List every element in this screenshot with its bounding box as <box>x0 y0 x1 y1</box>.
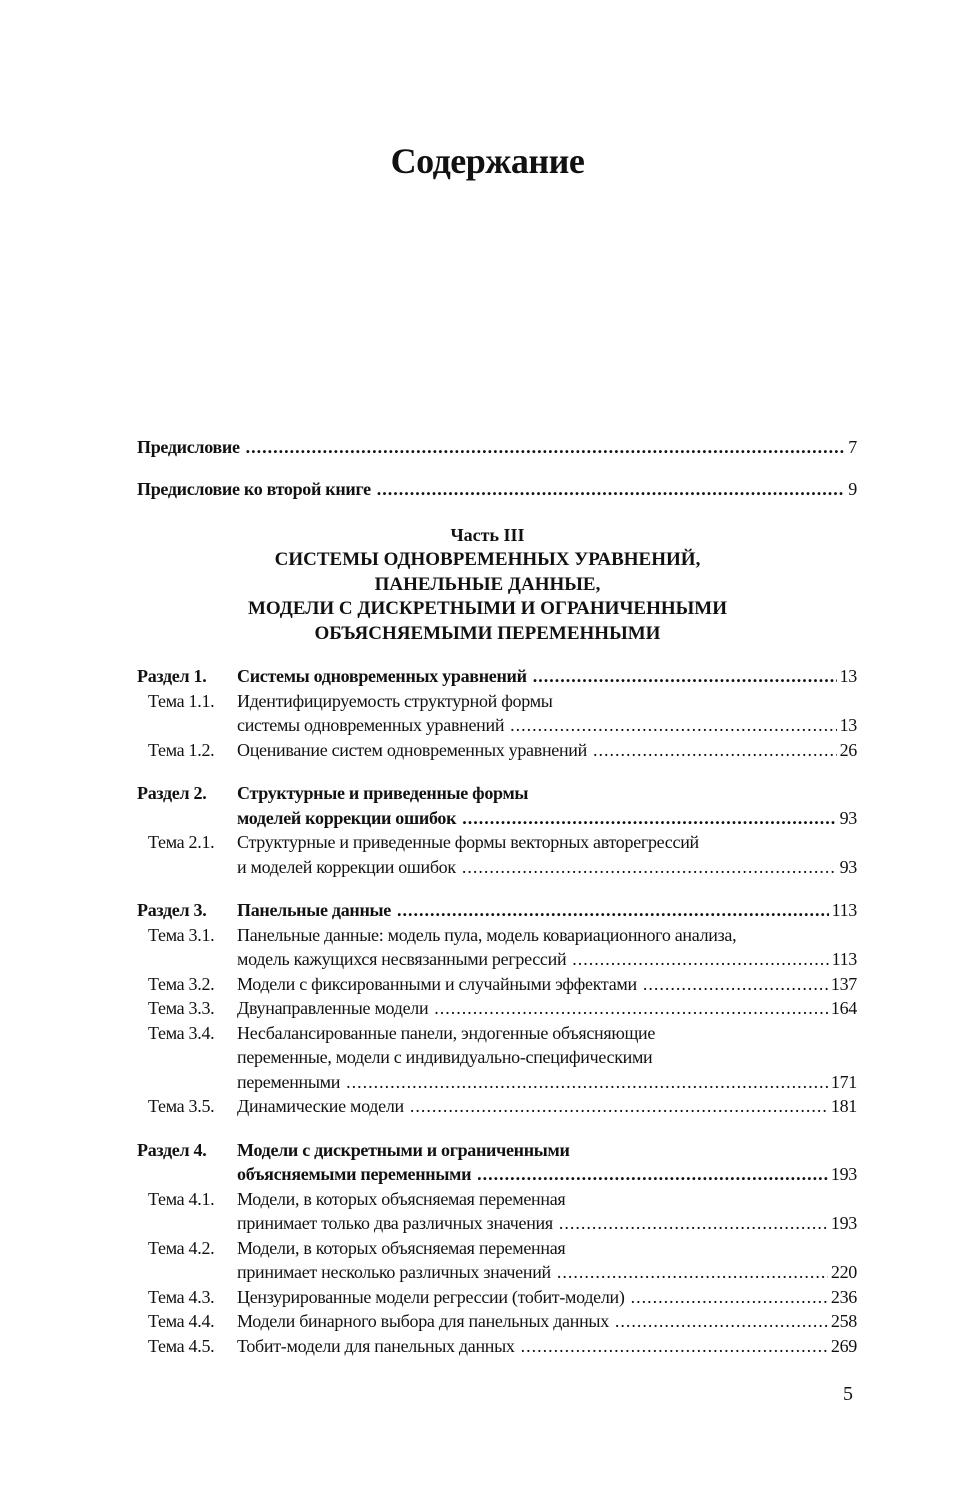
entry-page: 9 <box>848 478 857 499</box>
toc-topic[interactable] <box>137 972 857 997</box>
entry-title: Модели, в которых объясняемая переменная <box>237 1188 566 1209</box>
entry-page: 181 <box>830 1096 857 1116</box>
entry-title: Панельные данные <box>237 900 391 920</box>
toc-topic[interactable] <box>137 1021 857 1095</box>
toc-topic[interactable] <box>137 689 857 738</box>
entry-title: Системы одновременных уравнений <box>237 666 527 686</box>
toc-topic[interactable] <box>137 996 857 1021</box>
toc-line <box>137 1094 857 1119</box>
toc-section[interactable] <box>137 664 857 689</box>
entry-label: Раздел 2. <box>137 783 207 803</box>
dot-leader <box>533 664 837 689</box>
entry-title: принимает только два различных значения <box>237 1213 553 1233</box>
toc-topic[interactable] <box>137 1094 857 1119</box>
entry-page: 7 <box>848 437 857 457</box>
entry-label: Тема 1.1. <box>148 690 215 711</box>
dot-leader <box>521 1334 828 1359</box>
entry-page: 13 <box>839 715 857 735</box>
toc-line <box>137 1260 857 1285</box>
entry-page: 193 <box>830 1213 857 1233</box>
entry-page: 258 <box>830 1311 857 1331</box>
entry-title: Структурные и приведенные формы <box>237 783 529 803</box>
dot-leader <box>434 996 828 1021</box>
entry-title: Двунаправленные модели <box>237 998 429 1018</box>
entry-title: моделей коррекции ошибок <box>237 807 457 828</box>
entry-title: Модели, в которых объясняемая переменная <box>237 1237 566 1258</box>
toc-line <box>137 1070 857 1095</box>
toc-line <box>137 1309 857 1334</box>
entry-label: Раздел 4. <box>137 1139 207 1160</box>
entry-title: Структурные и приведенные формы векторных авторегрессий <box>237 832 699 852</box>
entry-label: Тема 3.5. <box>148 1096 215 1116</box>
entry-title: Модели с фиксированными и случайными эффектами <box>237 973 637 994</box>
entry-title: Панельные данные: модель пула, модель ковариационного анализа, <box>237 924 737 945</box>
entry-title: Динамические модели <box>237 1096 404 1116</box>
toc-topic[interactable] <box>137 1236 857 1285</box>
dot-leader <box>462 806 836 831</box>
dot-leader <box>615 1309 828 1334</box>
toc-line <box>137 1138 857 1163</box>
dot-leader <box>510 713 836 738</box>
entry-label: Раздел 3. <box>137 900 207 920</box>
entry-title: объясняемыми переменными <box>237 1164 472 1184</box>
toc-line <box>137 1211 857 1236</box>
entry-label: Тема 1.2. <box>148 739 215 760</box>
entry-title: Предисловие ко второй книге <box>137 478 371 499</box>
part-heading-line: МОДЕЛИ С ДИСКРЕТНЫМИ И ОГРАНИЧЕННЫМИ <box>247 598 727 620</box>
entry-label: Тема 4.4. <box>148 1311 215 1331</box>
entry-title: Тобит-модели для панельных данных <box>237 1335 515 1356</box>
entry-label: Тема 4.5. <box>148 1335 215 1356</box>
dot-leader <box>559 1211 828 1236</box>
preface-list <box>137 435 857 501</box>
entry-label: Тема 2.1. <box>148 832 215 852</box>
section-gap <box>137 1119 857 1138</box>
toc-line <box>137 923 857 948</box>
part-heading-line: ПАНЕЛЬНЫЕ ДАННЫЕ, <box>374 573 601 595</box>
part-label: Часть III <box>450 525 525 545</box>
toc-line <box>137 1045 857 1070</box>
entry-page: 269 <box>830 1335 857 1356</box>
toc-line <box>137 996 857 1021</box>
toc-line <box>137 1162 857 1187</box>
entry-label: Тема 3.2. <box>148 973 215 994</box>
entry-label: Тема 3.1. <box>148 924 215 945</box>
toc-section[interactable] <box>137 781 857 830</box>
entry-page: 171 <box>830 1071 857 1092</box>
part-heading-line: СИСТЕМЫ ОДНОВРЕМЕННЫХ УРАВНЕНИЙ, <box>274 548 701 570</box>
toc-line <box>137 806 857 831</box>
toc-topic[interactable] <box>137 1285 857 1310</box>
entry-page: 164 <box>830 998 857 1018</box>
entry-title: Модели бинарного выбора для панельных данных <box>237 1311 609 1331</box>
dot-leader <box>410 1094 828 1119</box>
toc-line <box>137 1021 857 1046</box>
page-title: Содержание <box>390 141 585 181</box>
toc-topic[interactable] <box>137 923 857 972</box>
toc-section[interactable] <box>137 898 857 923</box>
dot-leader <box>477 1162 828 1187</box>
entry-page: 93 <box>839 807 857 828</box>
entry-page: 193 <box>830 1164 857 1184</box>
entry-title: модель кажущихся несвязанными регрессий <box>237 949 567 969</box>
dot-leader <box>397 898 829 923</box>
dot-leader <box>346 1070 828 1095</box>
entry-page: 93 <box>839 856 857 877</box>
toc-line <box>137 1285 857 1310</box>
toc-line <box>137 898 857 923</box>
entry-title: Модели с дискретными и ограниченными <box>237 1139 570 1160</box>
entry-label: Тема 3.3. <box>148 998 215 1018</box>
toc-topic[interactable] <box>137 830 857 879</box>
toc-line <box>137 947 857 972</box>
toc-line <box>137 1334 857 1359</box>
toc-topic[interactable] <box>137 1309 857 1334</box>
dot-leader <box>377 477 846 502</box>
entry-title: Цензурированные модели регрессии (тобит-модели) <box>237 1286 625 1307</box>
toc-line <box>137 972 857 997</box>
toc-line <box>137 781 857 806</box>
entry-title: Оценивание систем одновременных уравнений <box>237 739 587 760</box>
dot-leader <box>631 1285 828 1310</box>
entry-title: переменными <box>237 1071 341 1092</box>
entry-title: переменные, модели с индивидуально-специфическими <box>237 1047 653 1067</box>
dot-leader <box>643 972 828 997</box>
entry-page: 113 <box>831 949 857 969</box>
dot-leader <box>593 738 837 763</box>
dot-leader <box>246 435 846 460</box>
toc-line <box>137 738 857 763</box>
toc-sections <box>137 664 857 1358</box>
entry-page: 26 <box>839 739 857 760</box>
entry-label: Раздел 1. <box>137 666 207 686</box>
toc-entry-preface-second[interactable] <box>137 477 857 502</box>
entry-title: Идентифицируемость структурной формы <box>237 690 553 711</box>
toc-line <box>137 855 857 880</box>
toc-topic[interactable] <box>137 1187 857 1236</box>
entry-label: Тема 4.1. <box>148 1188 215 1209</box>
entry-page: 113 <box>831 900 857 920</box>
entry-page: 236 <box>830 1286 857 1307</box>
toc-entry-preface[interactable] <box>137 435 857 460</box>
toc-line <box>137 689 857 714</box>
dot-leader <box>462 855 837 880</box>
entry-title: Несбалансированные панели, эндогенные объясняющие <box>237 1022 656 1043</box>
toc-line <box>137 1236 857 1261</box>
entry-title: Предисловие <box>137 437 240 457</box>
toc-topic[interactable] <box>137 1334 857 1359</box>
dot-leader <box>557 1260 828 1285</box>
toc-topic[interactable] <box>137 738 857 763</box>
part-heading-line: ОБЪЯСНЯЕМЫМИ ПЕРЕМЕННЫМИ <box>314 623 661 645</box>
toc-line <box>137 713 857 738</box>
page-number: 5 <box>843 1383 853 1405</box>
entry-page: 137 <box>830 973 857 994</box>
toc-line <box>137 1187 857 1212</box>
entry-title: и моделей коррекции ошибок <box>237 856 456 877</box>
entry-title: принимает несколько различных значений <box>237 1262 551 1282</box>
toc-line <box>137 664 857 689</box>
dot-leader <box>572 947 828 972</box>
entry-label: Тема 3.4. <box>148 1022 215 1043</box>
section-gap <box>137 879 857 898</box>
entry-page: 220 <box>830 1262 857 1282</box>
entry-label: Тема 4.3. <box>148 1286 215 1307</box>
part-heading <box>0 523 975 647</box>
entry-label: Тема 4.2. <box>148 1237 215 1258</box>
toc-section[interactable] <box>137 1138 857 1187</box>
entry-page: 13 <box>839 666 857 686</box>
toc-line <box>137 830 857 855</box>
entry-title: системы одновременных уравнений <box>237 715 505 735</box>
section-gap <box>137 762 857 781</box>
